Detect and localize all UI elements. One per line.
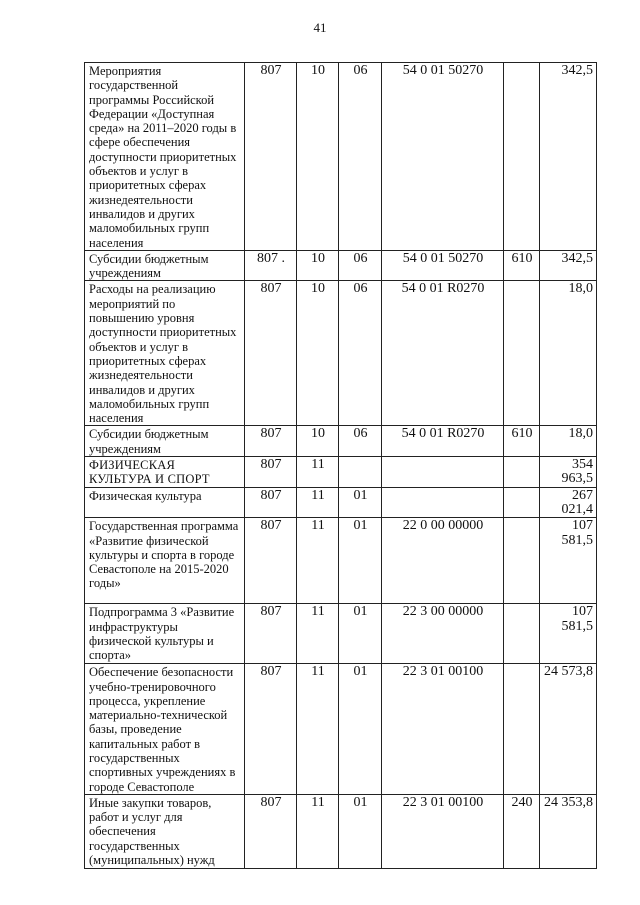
row-article: 54 0 01 R0270 — [382, 281, 504, 426]
row-expense: 240 — [504, 794, 540, 868]
row-article: 22 0 00 00000 — [382, 518, 504, 604]
row-name: Обеспечение безопасности учебно-тренировочного процесса, укрепление материально-технической базы, проведение капитальных работ в государственных спортивных учреждениях в городе Севастополе — [85, 664, 245, 795]
budget-table — [84, 62, 597, 869]
row-article: 22 3 00 00000 — [382, 604, 504, 664]
row-name: Расходы на реализацию мероприятий по повышению уровня доступности приоритетных объектов и услуг в приоритетных сферах жизнедеятельности инвалидов и других маломобильных групп населения — [85, 281, 245, 426]
row-section: 11 — [297, 794, 339, 868]
row-expense — [504, 63, 540, 251]
table-row — [85, 63, 597, 251]
row-code: 807 — [245, 604, 297, 664]
row-name: Подпрограмма 3 «Развитие инфраструктуры физической культуры и спорта» — [85, 604, 245, 664]
row-expense — [504, 487, 540, 518]
row-subsection — [339, 457, 382, 488]
row-amount: 107 581,5 — [540, 604, 597, 664]
row-section: 11 — [297, 457, 339, 488]
row-name: Субсидии бюджетным учреждениям — [85, 250, 245, 281]
row-article: 22 3 01 00100 — [382, 794, 504, 868]
row-amount: 354 963,5 — [540, 457, 597, 488]
row-amount: 342,5 — [540, 63, 597, 251]
row-code: 807 — [245, 281, 297, 426]
table-row — [85, 457, 597, 488]
row-amount: 18,0 — [540, 426, 597, 457]
row-code: 807 — [245, 426, 297, 457]
row-expense: 610 — [504, 426, 540, 457]
row-name: Мероприятия государственной программы Российской Федерации «Доступная среда» на 2011–2020 годы в сфере обеспечения доступности приоритетных объектов и услуг в приоритетных сферах жизнедеятельности инвалидов и других маломобильных групп населения — [85, 63, 245, 251]
row-name: Иные закупки товаров, работ и услуг для обеспечения государственных (муниципальных) нужд — [85, 794, 245, 868]
row-subsection: 06 — [339, 426, 382, 457]
row-expense — [504, 457, 540, 488]
row-section: 10 — [297, 281, 339, 426]
row-code: 807 — [245, 664, 297, 795]
table-row — [85, 664, 597, 795]
row-subsection: 01 — [339, 604, 382, 664]
row-amount: 18,0 — [540, 281, 597, 426]
row-name: ФИЗИЧЕСКАЯ КУЛЬТУРА И СПОРТ — [85, 457, 245, 488]
row-amount: 267 021,4 — [540, 487, 597, 518]
table-row — [85, 426, 597, 457]
row-code: 807 — [245, 457, 297, 488]
row-section: 10 — [297, 250, 339, 281]
row-code: 807 — [245, 794, 297, 868]
row-name: Физическая культура — [85, 487, 245, 518]
row-code: 807 — [245, 518, 297, 604]
row-code: 807 . — [245, 250, 297, 281]
row-code: 807 — [245, 487, 297, 518]
row-subsection: 06 — [339, 63, 382, 251]
table-row — [85, 281, 597, 426]
row-name: Государственная программа «Развитие физической культуры и спорта в городе Севастополе на 2015-2020 годы» — [85, 518, 245, 604]
table-row — [85, 604, 597, 664]
row-article: 54 0 01 R0270 — [382, 426, 504, 457]
row-expense — [504, 604, 540, 664]
row-amount: 342,5 — [540, 250, 597, 281]
row-expense — [504, 518, 540, 604]
row-article: 54 0 01 50270 — [382, 250, 504, 281]
row-expense: 610 — [504, 250, 540, 281]
row-amount: 24 353,8 — [540, 794, 597, 868]
row-amount: 107 581,5 — [540, 518, 597, 604]
row-article — [382, 457, 504, 488]
row-subsection: 01 — [339, 794, 382, 868]
table-row — [85, 794, 597, 868]
table-row — [85, 518, 597, 604]
row-article — [382, 487, 504, 518]
row-expense — [504, 281, 540, 426]
row-section: 11 — [297, 604, 339, 664]
row-article: 22 3 01 00100 — [382, 664, 504, 795]
row-section: 10 — [297, 426, 339, 457]
page-number: 41 — [313, 20, 327, 35]
row-name: Субсидии бюджетным учреждениям — [85, 426, 245, 457]
row-subsection: 06 — [339, 281, 382, 426]
row-code: 807 — [245, 63, 297, 251]
row-article: 54 0 01 50270 — [382, 63, 504, 251]
table-row — [85, 487, 597, 518]
row-amount: 24 573,8 — [540, 664, 597, 795]
row-expense — [504, 664, 540, 795]
row-section: 11 — [297, 487, 339, 518]
row-subsection: 01 — [339, 487, 382, 518]
row-subsection: 06 — [339, 250, 382, 281]
row-subsection: 01 — [339, 664, 382, 795]
row-section: 11 — [297, 518, 339, 604]
row-subsection: 01 — [339, 518, 382, 604]
table-row — [85, 250, 597, 281]
row-section: 11 — [297, 664, 339, 795]
row-section: 10 — [297, 63, 339, 251]
